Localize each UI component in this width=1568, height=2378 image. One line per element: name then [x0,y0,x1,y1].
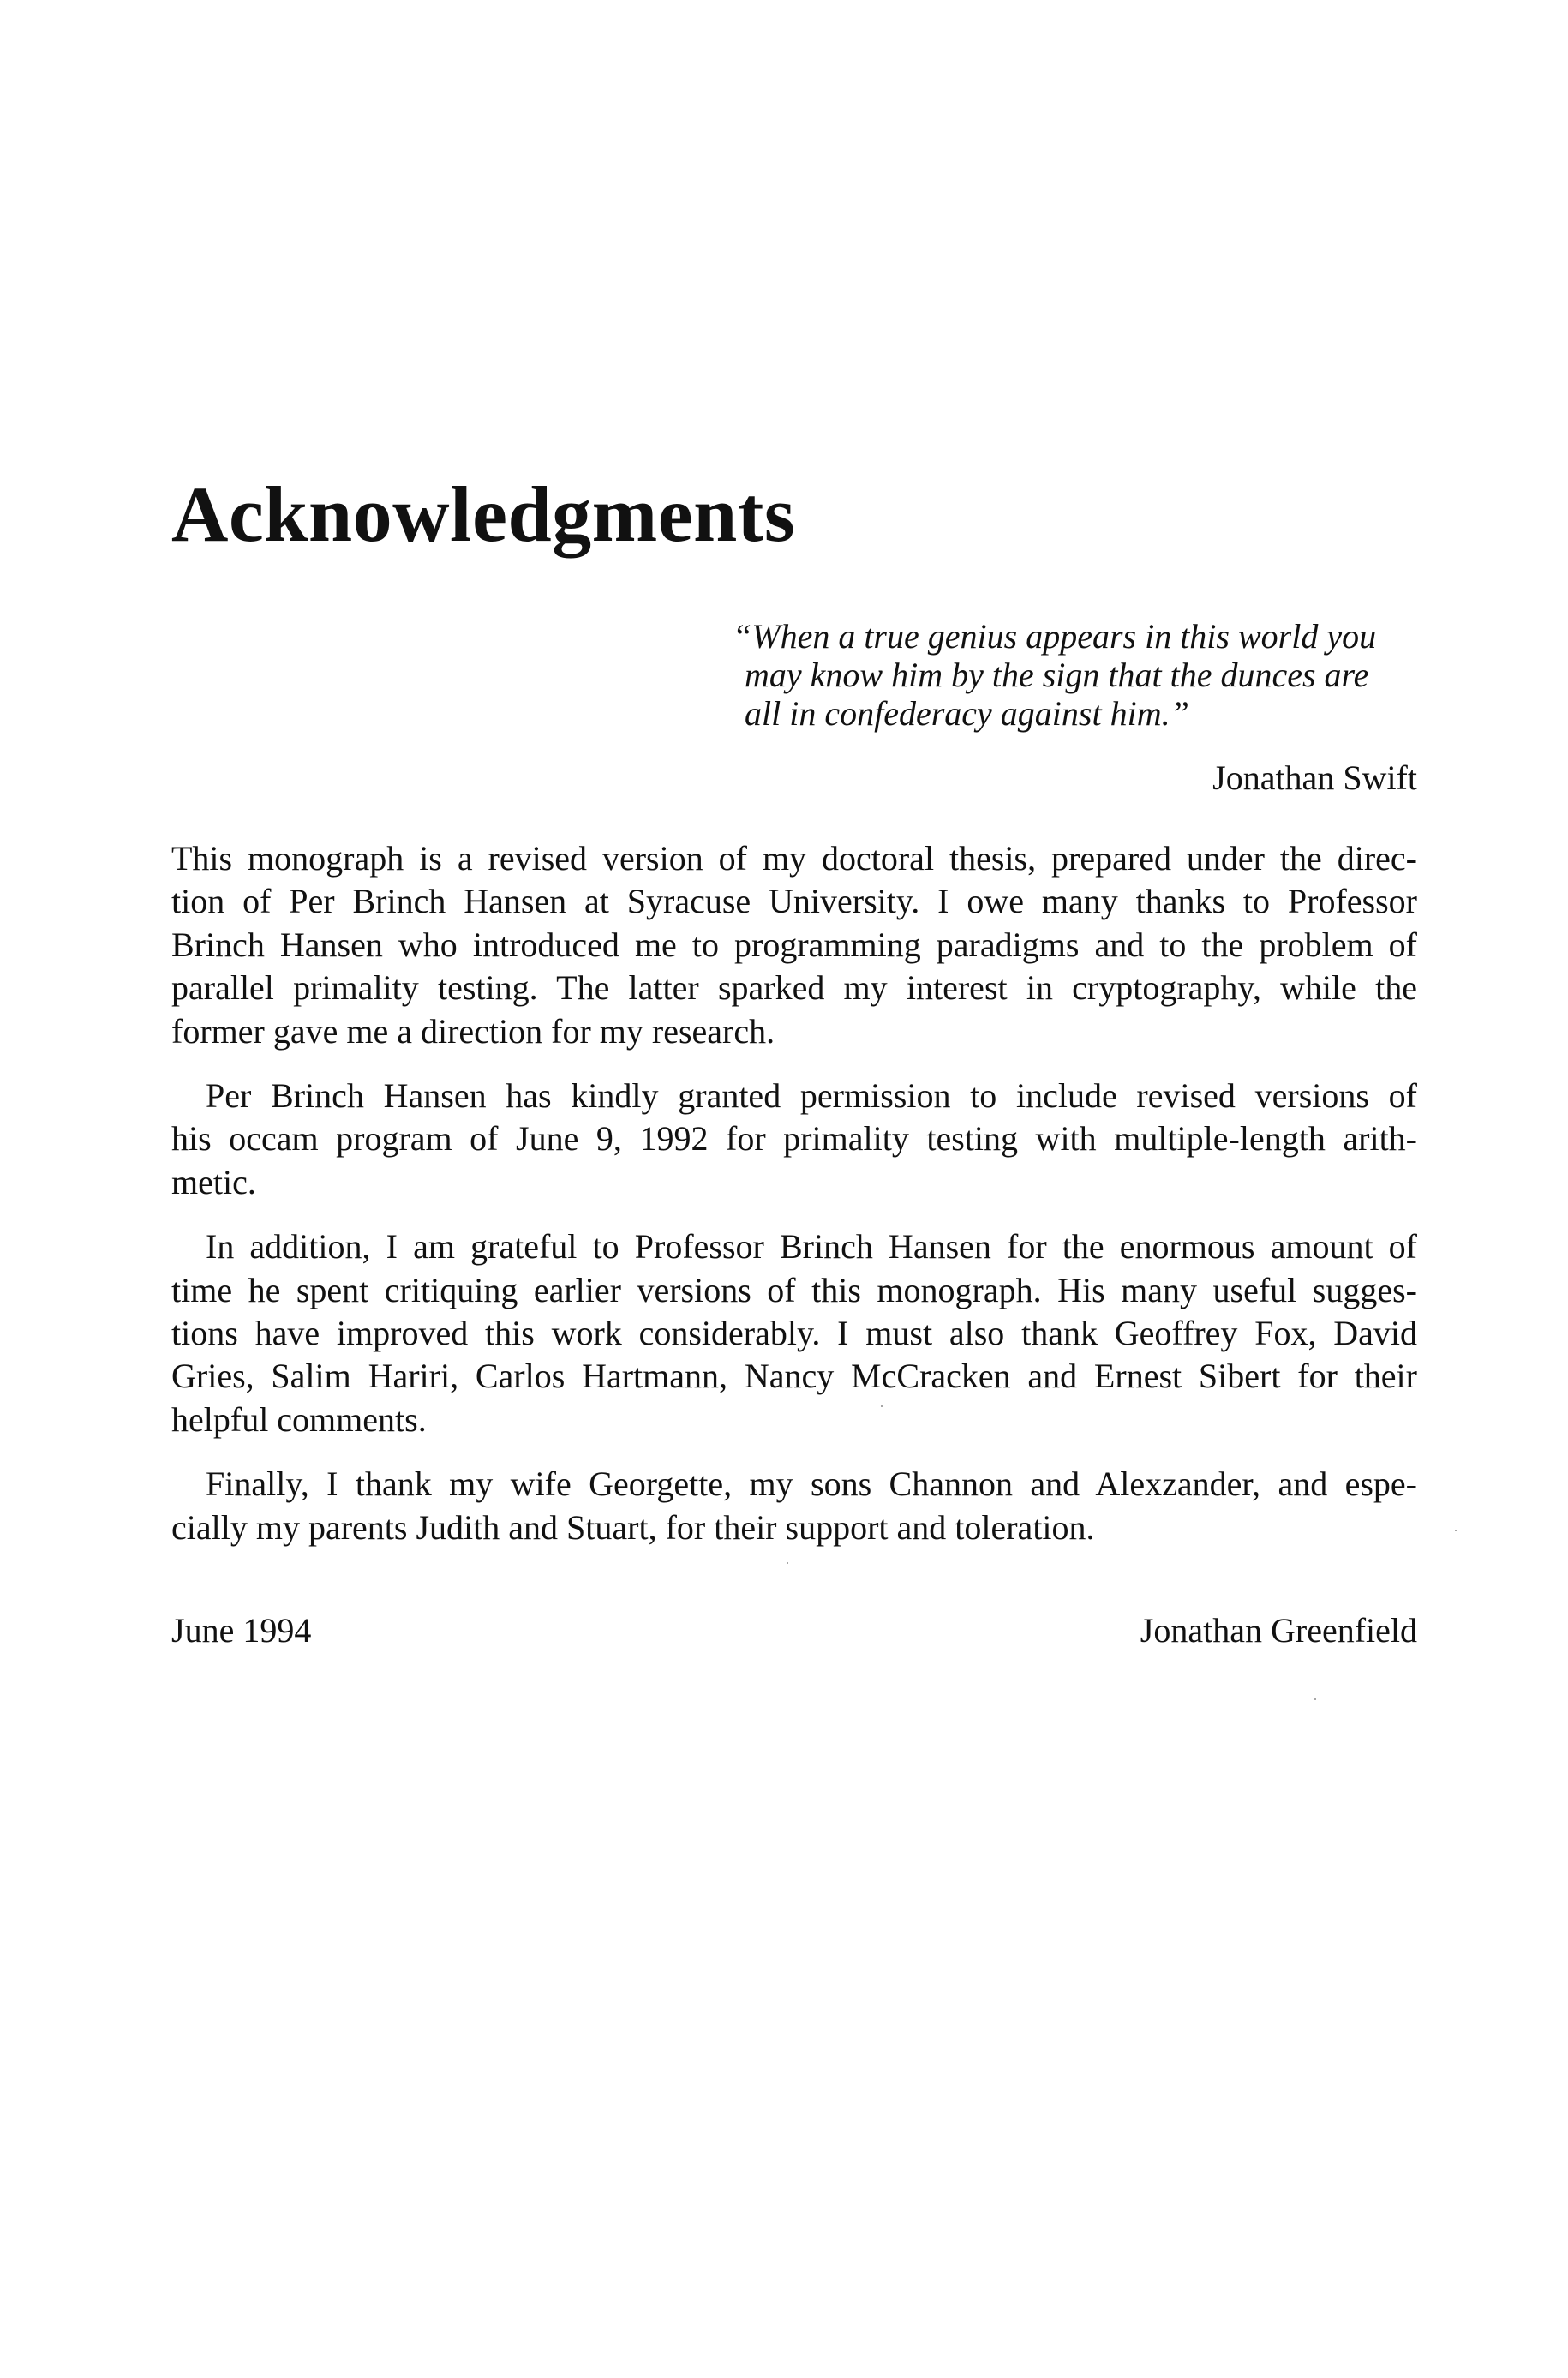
scan-speck [881,1405,883,1407]
text-line: Brinch Hansen who introduced me to programming paradigms and to the problem of [171,925,1417,964]
scan-speck [787,1562,788,1564]
text-line: cially my parents Judith and Stuart, for their support and toleration. [171,1507,1095,1547]
text-line: former gave me a direction for my research. [171,1011,775,1051]
text-line: his occam program of June 9, 1992 for primality testing with multiple-length arith- [171,1119,1417,1159]
text-line: tions have improved this work considerably. I must also thank Geoffrey Fox, David [171,1314,1417,1353]
text-line: In addition, I am grateful to Professor Brinch Hansen for the enormous amount of [206,1227,1417,1267]
signoff-author: Jonathan Greenfield [1140,1611,1417,1650]
epigraph-line: all in confederacy against him.” [745,694,1189,733]
text-line: Finally, I thank my wife Georgette, my sons Channon and Alexzander, and espe- [206,1465,1417,1504]
scan-speck [1455,1530,1457,1531]
scan-speck [1314,1698,1316,1700]
epigraph-line: may know him by the sign that the dunces are [745,656,1369,694]
text-line: time he spent critiquing earlier versions of this monograph. His many useful sugges- [171,1270,1417,1309]
text-line: Gries, Salim Hariri, Carlos Hartmann, Nancy McCracken and Ernest Sibert for their [171,1357,1417,1396]
epigraph [733,617,1418,733]
page-title: Acknowledgments [171,470,796,558]
text-line: tion of Per Brinch Hansen at Syracuse University. I owe many thanks to Professor [171,882,1417,921]
paragraph-4 [171,1463,1417,1549]
text-line: metic. [171,1162,256,1201]
paragraph-2 [171,1075,1417,1204]
epigraph-line: “When a true genius appears in this world you [733,617,1377,656]
epigraph-author: Jonathan Swift [1212,758,1417,797]
paragraph-3 [171,1225,1417,1441]
text-line: This monograph is a revised version of my doctoral thesis, prepared under the direc- [171,839,1417,878]
text-line: helpful comments. [171,1399,427,1439]
text-line: Per Brinch Hansen has kindly granted permission to include revised versions of [206,1076,1417,1116]
text-line: parallel primality testing. The latter sparked my interest in cryptography, while the [171,968,1417,1008]
epigraph-quote [733,617,1418,733]
body-text [171,837,1417,1571]
paragraph-1 [171,837,1417,1053]
signoff-date: June 1994 [171,1611,312,1650]
